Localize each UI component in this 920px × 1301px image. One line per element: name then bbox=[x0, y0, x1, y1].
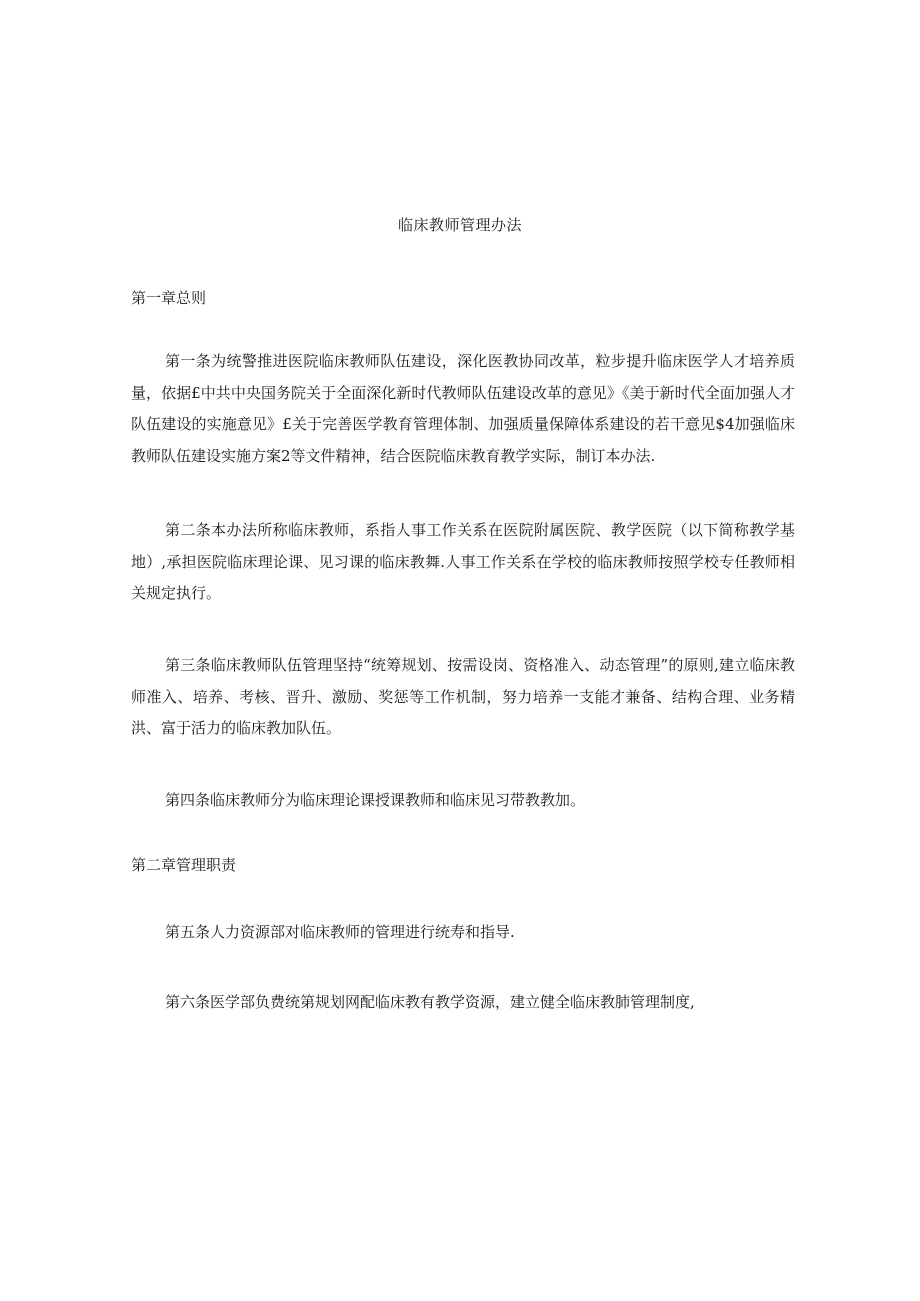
article-6-paragraph: 第六条医学部负费统第规划网配临床教有教学资源，建立健全临床教肺管理制度, bbox=[165, 993, 695, 1011]
article-3-paragraph: 第三条临床教师队伍管理坚持“统筹规划、按需设岗、资格准入、动态管理”的原则,建立临床教师准入、培养、考核、晋升、激励、奖惩等工作机制，努力培养一支能才兼备、结构合理、业务精洪、富于活力的临床教加队伍。 bbox=[131, 656, 795, 737]
document-title: 临床教师管理办法 bbox=[397, 216, 522, 234]
chapter-heading-general-provisions: 第一章总则 bbox=[131, 289, 207, 307]
article-4-paragraph: 第四条临床教师分为临床理论课授课教师和临床见习带教教加。 bbox=[165, 791, 586, 809]
chapter-heading-management-duties: 第二章管理职责 bbox=[131, 856, 237, 874]
article-5-paragraph: 第五条人力资源部对临床教师的管理进行统寿和指导. bbox=[165, 923, 515, 941]
article-2-paragraph: 第二条本办法所称临床教师，系指人事工作关系在医院附属医院、教学医院（以下简称教学基地）,承担医院临床理论课、见习课的临床教舞.人事工作关系在学校的临床教师按照学校专任教师相关规定执行。 bbox=[131, 521, 795, 602]
article-1-paragraph: 第一条为统警推进医院临床教师队伍建设，深化医教协同改革，粒步提升临床医学人才培养质量，依据£中共中央国务院关于全面深化新时代教师队伍建设改革的意见》《美于新时代全面加强人才队伍建设的实施意见》£关于完善医学教育管理体制、加强质量保障体系建设的若干意见$4加强临床教师队伍建设实施方案2等文件精神，结合医院临床教育教学实际，制订本办法. bbox=[131, 352, 795, 465]
